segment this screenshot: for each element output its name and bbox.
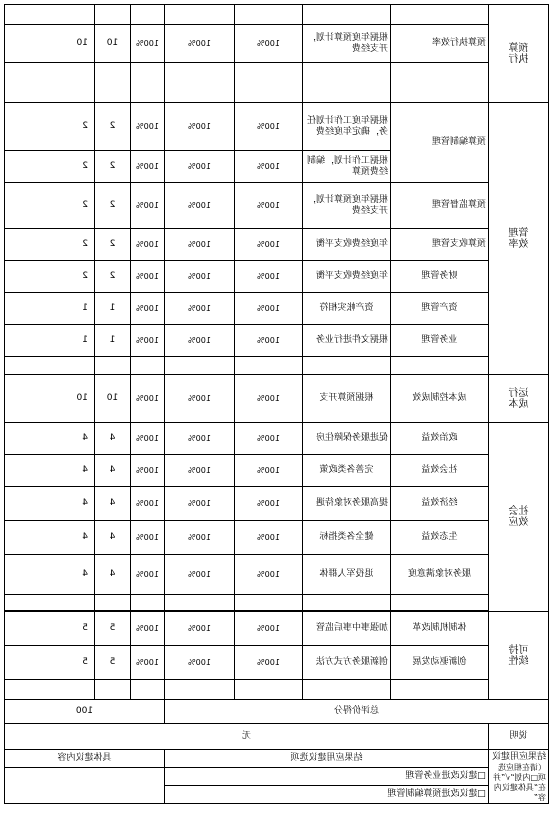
score-value: 2 — [5, 229, 95, 261]
target-value: 100% — [235, 555, 303, 595]
table-row — [5, 261, 549, 293]
result-content-cell[interactable] — [5, 768, 165, 804]
target-value: 100% — [235, 183, 303, 229]
indicator-detail: 根据文件进行业务 — [303, 325, 391, 357]
table-row — [5, 423, 549, 455]
actual-value: 100% — [165, 555, 235, 595]
sub-indicator: 生态效益 — [391, 521, 489, 555]
table-row — [5, 229, 549, 261]
sub-indicator: 业务管理 — [391, 325, 489, 357]
table-row — [5, 325, 549, 357]
rate-value: 100% — [131, 151, 165, 183]
total-label: 总评价得分 — [165, 700, 549, 724]
sub-indicator: 财务管理 — [391, 261, 489, 293]
target-value: 100% — [235, 423, 303, 455]
result-note: （请在相应选项□内划“√”并在“具体建议内容” — [493, 763, 546, 802]
indicator-detail: 健全各类指标 — [303, 521, 391, 555]
weight-value: 2 — [95, 103, 131, 151]
score-value: 10 — [5, 375, 95, 423]
rate-value: 100% — [131, 261, 165, 293]
weight-value: 4 — [95, 423, 131, 455]
result-content-header: 具体建议内容 — [5, 750, 165, 768]
weight-value: 4 — [95, 487, 131, 521]
table-row — [5, 183, 549, 229]
sub-indicator: 成本控制成效 — [391, 375, 489, 423]
option-improve-business[interactable]: □建议改进业务管理 — [165, 768, 489, 786]
target-value: 100% — [235, 455, 303, 487]
category-cell: 可持 续性 — [489, 612, 549, 700]
weight-value: 4 — [95, 555, 131, 595]
weight-value: 2 — [95, 261, 131, 293]
table-row — [5, 293, 549, 325]
actual-value: 100% — [165, 325, 235, 357]
indicator-detail: 资产帐实相符 — [303, 293, 391, 325]
table-row — [5, 680, 549, 700]
score-value: 5 — [5, 612, 95, 646]
weight-value: 1 — [95, 293, 131, 325]
weight-value: 5 — [95, 646, 131, 680]
actual-value: 100% — [165, 423, 235, 455]
table-row — [5, 521, 549, 555]
rate-value: 100% — [131, 646, 165, 680]
score-value: 4 — [5, 521, 95, 555]
score-value: 4 — [5, 487, 95, 521]
target-value: 100% — [235, 612, 303, 646]
result-label: 结果应用建议 — [491, 752, 546, 762]
indicator-detail: 完善各类政策 — [303, 455, 391, 487]
result-options-header: 结果应用建议选项 — [165, 750, 489, 768]
target-value: 100% — [235, 25, 303, 63]
rate-value: 100% — [131, 487, 165, 521]
total-score: 100 — [5, 700, 165, 724]
score-value: 2 — [5, 103, 95, 151]
score-value: 2 — [5, 183, 95, 229]
performance-evaluation-table — [4, 4, 549, 804]
score-value: 4 — [5, 555, 95, 595]
result-option-row — [5, 768, 549, 786]
score-value: 1 — [5, 325, 95, 357]
table-row — [5, 455, 549, 487]
rate-value: 100% — [131, 183, 165, 229]
score-value: 5 — [5, 646, 95, 680]
target-value: 100% — [235, 487, 303, 521]
target-value: 100% — [235, 521, 303, 555]
actual-value: 100% — [165, 261, 235, 293]
category-cell: 运行 成本 — [489, 375, 549, 423]
rate-value: 100% — [131, 103, 165, 151]
table-row — [5, 487, 549, 521]
actual-value: 100% — [165, 487, 235, 521]
weight-value: 10 — [95, 25, 131, 63]
actual-value: 100% — [165, 521, 235, 555]
rate-value: 100% — [131, 521, 165, 555]
indicator-detail: 加强事中事后监管 — [303, 612, 391, 646]
table-row — [5, 357, 549, 375]
target-value: 100% — [235, 646, 303, 680]
indicator-detail: 创新服务方式方法 — [303, 646, 391, 680]
indicator-detail: 根据年度预算计划，开支经费 — [303, 183, 391, 229]
target-value: 100% — [235, 293, 303, 325]
score-value: 10 — [5, 25, 95, 63]
table-row — [5, 103, 549, 151]
rate-value: 100% — [131, 229, 165, 261]
rate-value: 100% — [131, 25, 165, 63]
weight-value: 5 — [95, 612, 131, 646]
indicator-detail: 提高服务对象待遇 — [303, 487, 391, 521]
target-value: 100% — [235, 375, 303, 423]
table-row — [5, 63, 549, 103]
table-row — [5, 555, 549, 595]
indicator-detail: 年度经费收支平衡 — [303, 261, 391, 293]
sub-indicator: 服务对象满意度 — [391, 555, 489, 595]
total-row — [5, 700, 549, 724]
option-improve-budget[interactable]: □建议改进预算编制管理 — [165, 786, 489, 804]
sub-indicator: 预算监督管理 — [391, 183, 489, 229]
indicator-detail: 根据工作计划，编制经费预算 — [303, 151, 391, 183]
indicator-detail: 根据年度预算计划，开支经费 — [303, 25, 391, 63]
sub-cell — [391, 5, 489, 25]
weight-value: 2 — [95, 151, 131, 183]
actual-value: 100% — [165, 293, 235, 325]
indicator-detail: 促进服务保障住房 — [303, 423, 391, 455]
target-value: 100% — [235, 103, 303, 151]
sub-indicator: 资产管理 — [391, 293, 489, 325]
sub-indicator: 预算编制管理 — [391, 103, 489, 183]
score-value: 2 — [5, 261, 95, 293]
sub-indicator: 预算收支管理 — [391, 229, 489, 261]
table-row — [5, 5, 549, 25]
rate-value: 100% — [131, 612, 165, 646]
score-value: 2 — [5, 151, 95, 183]
score-value: 4 — [5, 423, 95, 455]
category-cell: 预算 执行 — [489, 5, 549, 103]
indicator-detail: 年度经费收支平衡 — [303, 229, 391, 261]
result-label-cell — [489, 750, 549, 804]
score-value: 1 — [5, 293, 95, 325]
explain-value: 无 — [5, 724, 489, 750]
target-value: 100% — [235, 261, 303, 293]
weight-value: 1 — [95, 325, 131, 357]
weight-value: 10 — [95, 375, 131, 423]
table-row — [5, 25, 549, 63]
actual-value: 100% — [165, 375, 235, 423]
rate-value: 100% — [131, 423, 165, 455]
table-row — [5, 612, 549, 646]
category-cell: 社会 效应 — [489, 423, 549, 612]
target-value: 100% — [235, 151, 303, 183]
rate-value: 100% — [131, 555, 165, 595]
table-row — [5, 646, 549, 680]
actual-value: 100% — [165, 25, 235, 63]
rate-value: 100% — [131, 375, 165, 423]
weight-value: 2 — [95, 229, 131, 261]
table-row — [5, 375, 549, 423]
rate-value: 100% — [131, 293, 165, 325]
rate-value: 100% — [131, 455, 165, 487]
score-value: 4 — [5, 455, 95, 487]
actual-value: 100% — [165, 455, 235, 487]
sub-indicator: 体制机制改革 — [391, 612, 489, 646]
indicator-detail: 退役军人群体 — [303, 555, 391, 595]
sub-indicator: 预算执行效率 — [391, 25, 489, 63]
actual-value: 100% — [165, 646, 235, 680]
target-value: 100% — [235, 325, 303, 357]
actual-value: 100% — [165, 229, 235, 261]
category-cell: 管理 效率 — [489, 103, 549, 375]
sub-indicator: 社会效益 — [391, 455, 489, 487]
actual-value: 100% — [165, 103, 235, 151]
sub-indicator: 创新驱动发展 — [391, 646, 489, 680]
weight-value: 2 — [95, 183, 131, 229]
target-value: 100% — [235, 229, 303, 261]
table-row — [5, 595, 549, 611]
actual-value: 100% — [165, 151, 235, 183]
sub-indicator: 经济效益 — [391, 487, 489, 521]
indicator-detail: 根据年度工作计划任务，确定年度经费 — [303, 103, 391, 151]
weight-value: 4 — [95, 455, 131, 487]
actual-value: 100% — [165, 183, 235, 229]
actual-value: 100% — [165, 612, 235, 646]
explain-row — [5, 724, 549, 750]
weight-value: 4 — [95, 521, 131, 555]
explain-label: 说明 — [489, 724, 549, 750]
rate-value: 100% — [131, 325, 165, 357]
sub-indicator: 政治效益 — [391, 423, 489, 455]
result-header-row — [5, 750, 549, 768]
indicator-detail: 根据预算开支 — [303, 375, 391, 423]
